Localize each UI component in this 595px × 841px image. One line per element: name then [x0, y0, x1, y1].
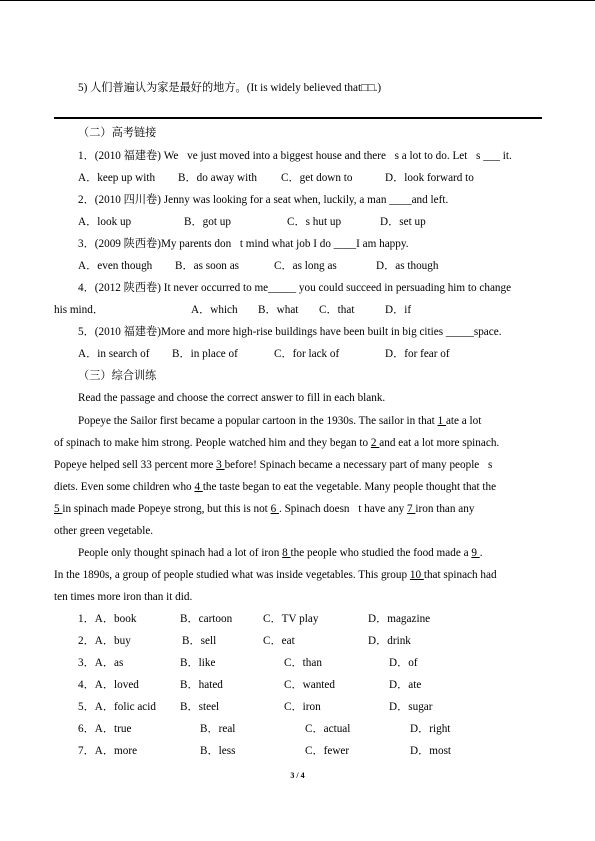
q1-option-c: C．get down to: [281, 172, 353, 184]
passage-text: that spinach had: [423, 569, 497, 581]
passage-text: in spinach made Popeye strong, but this is not: [62, 503, 271, 515]
answer-option: D．right: [410, 723, 451, 735]
q5-option-c: C．for lack of: [274, 348, 340, 360]
passage-line: ten times more iron than it did.: [54, 591, 193, 603]
q5-option-a: A．in search of: [78, 348, 150, 360]
passage-line: [54, 458, 492, 472]
blank-7: 7: [407, 503, 416, 515]
passage-line: other green vegetable.: [54, 525, 154, 537]
blank-4: 4: [194, 481, 203, 493]
section2-title: （二）高考链接: [78, 127, 157, 139]
q2-option-a: A．look up: [78, 216, 132, 228]
passage-line: [78, 546, 483, 560]
q3-stem: 3．(2009 陕西卷)My parents don t mind what job I do ____I am happy.: [78, 238, 409, 250]
page-number: 3 / 4: [290, 771, 305, 780]
answer-option: D．most: [410, 745, 452, 757]
passage-text: ate a lot: [445, 415, 482, 427]
passage-line: [54, 436, 499, 450]
q4-stem-continued: his mind．: [54, 304, 105, 316]
passage-text: . Spinach doesn t have any: [278, 503, 407, 515]
q3-option-c: C．as long as: [274, 260, 337, 272]
answer-option: B．steel: [180, 701, 220, 713]
passage-text: the taste began to eat the vegetable. Many people thought that the: [202, 481, 497, 493]
section-divider: [54, 117, 542, 119]
blank-6: 6: [270, 503, 279, 515]
passage-line: [54, 502, 474, 516]
answer-option: D．sugar: [389, 701, 433, 713]
answer-option: D．ate: [389, 679, 422, 691]
answer-option: C．wanted: [284, 679, 335, 691]
q2-option-d: D．set up: [380, 216, 426, 228]
q5-option-d: D．for fear of: [385, 348, 450, 360]
q1-option-b: B．do away with: [178, 172, 257, 184]
answer-option: C．TV play: [263, 613, 319, 625]
exercise-item-5: 5) 人们普遍认为家是最好的地方。(It is widely believed that□□.): [78, 82, 382, 94]
passage-text: Popeye the Sailor first became a popular cartoon in the 1930s. The sailor in that: [78, 415, 438, 427]
q3-option-a: A．even though: [78, 260, 153, 272]
passage-text: iron than any: [415, 503, 475, 515]
answer-option: C．iron: [284, 701, 321, 713]
passage-text: diets. Even some children who: [54, 481, 195, 493]
answer-option: B．real: [200, 723, 236, 735]
blank-9: 9: [471, 547, 480, 559]
q4-option-d: D．if: [385, 304, 412, 316]
passage-text: In the 1890s, a group of people studied what was inside vegetables. This group: [54, 569, 410, 581]
answer-option: 5．A．folic acid: [78, 701, 156, 713]
answer-option: 7．A．more: [78, 745, 138, 757]
passage-line: [78, 414, 481, 428]
answer-option: D．magazine: [368, 613, 431, 625]
blank-5: 5: [54, 503, 63, 515]
answer-option: C．actual: [305, 723, 351, 735]
passage-text: .: [479, 547, 483, 559]
reading-instruction: Read the passage and choose the correct answer to fill in each blank.: [78, 392, 386, 404]
passage-line: [54, 480, 496, 494]
answer-option: D．drink: [368, 635, 411, 647]
passage-text: Popeye helped sell 33 percent more: [54, 459, 217, 471]
answer-option: C．eat: [263, 635, 295, 647]
q2-stem: 2．(2010 四川卷) Jenny was looking for a seat when, luckily, a man ____and left.: [78, 194, 449, 206]
passage-text: People only thought spinach had a lot of iron: [78, 547, 283, 559]
passage-text: of spinach to make him strong. People watched him and they began to: [54, 437, 371, 449]
q3-option-d: D．as though: [376, 260, 439, 272]
blank-3: 3: [216, 459, 225, 471]
blank-2: 2: [370, 437, 380, 449]
section3-title: （三）综合训练: [78, 370, 157, 382]
top-rule: [0, 0, 595, 1]
answer-option: B．cartoon: [180, 613, 233, 625]
passage-text: before! Spinach became a necessary part of many people s: [224, 459, 493, 471]
blank-8: 8: [282, 547, 291, 559]
answer-option: B．sell: [182, 635, 217, 647]
passage-text: the people who studied the food made a: [290, 547, 472, 559]
answer-option: 1．A．book: [78, 613, 137, 625]
answer-option: B．less: [200, 745, 236, 757]
answer-option: B．like: [180, 657, 216, 669]
q1-stem: 1．(2010 福建卷) We ve just moved into a biggest house and there s a lot to do. Let s ___ it.: [78, 150, 512, 162]
blank-1: 1: [437, 415, 446, 427]
q4-option-c: C．that: [319, 304, 355, 316]
blank-10: 10: [409, 569, 424, 581]
q4-option-a: A．which: [191, 304, 238, 316]
answer-option: B．hated: [180, 679, 223, 691]
q4-option-b: B．what: [258, 304, 299, 316]
q5-stem: 5．(2010 福建卷)More and more high-rise buildings have been built in big cities _____space.: [78, 326, 502, 338]
q1-option-a: A．keep up with: [78, 172, 156, 184]
answer-option: 4．A．loved: [78, 679, 139, 691]
q2-option-b: B．got up: [184, 216, 231, 228]
q2-option-c: C．s hut up: [287, 216, 342, 228]
q3-option-b: B．as soon as: [175, 260, 240, 272]
q1-option-d: D．look forward to: [385, 172, 474, 184]
passage-line: [54, 568, 497, 582]
q4-stem: 4．(2012 陕西卷) It never occurred to me_____ you could succeed in persuading him to change: [78, 282, 512, 294]
answer-option: 2．A．buy: [78, 635, 131, 647]
answer-option: C．than: [284, 657, 322, 669]
answer-option: C．fewer: [305, 745, 350, 757]
passage-text: and eat a lot more spinach.: [379, 437, 500, 449]
answer-option: 3．A．as: [78, 657, 124, 669]
answer-option: D．of: [389, 657, 418, 669]
answer-option: 6．A．true: [78, 723, 132, 735]
q5-option-b: B．in place of: [172, 348, 238, 360]
